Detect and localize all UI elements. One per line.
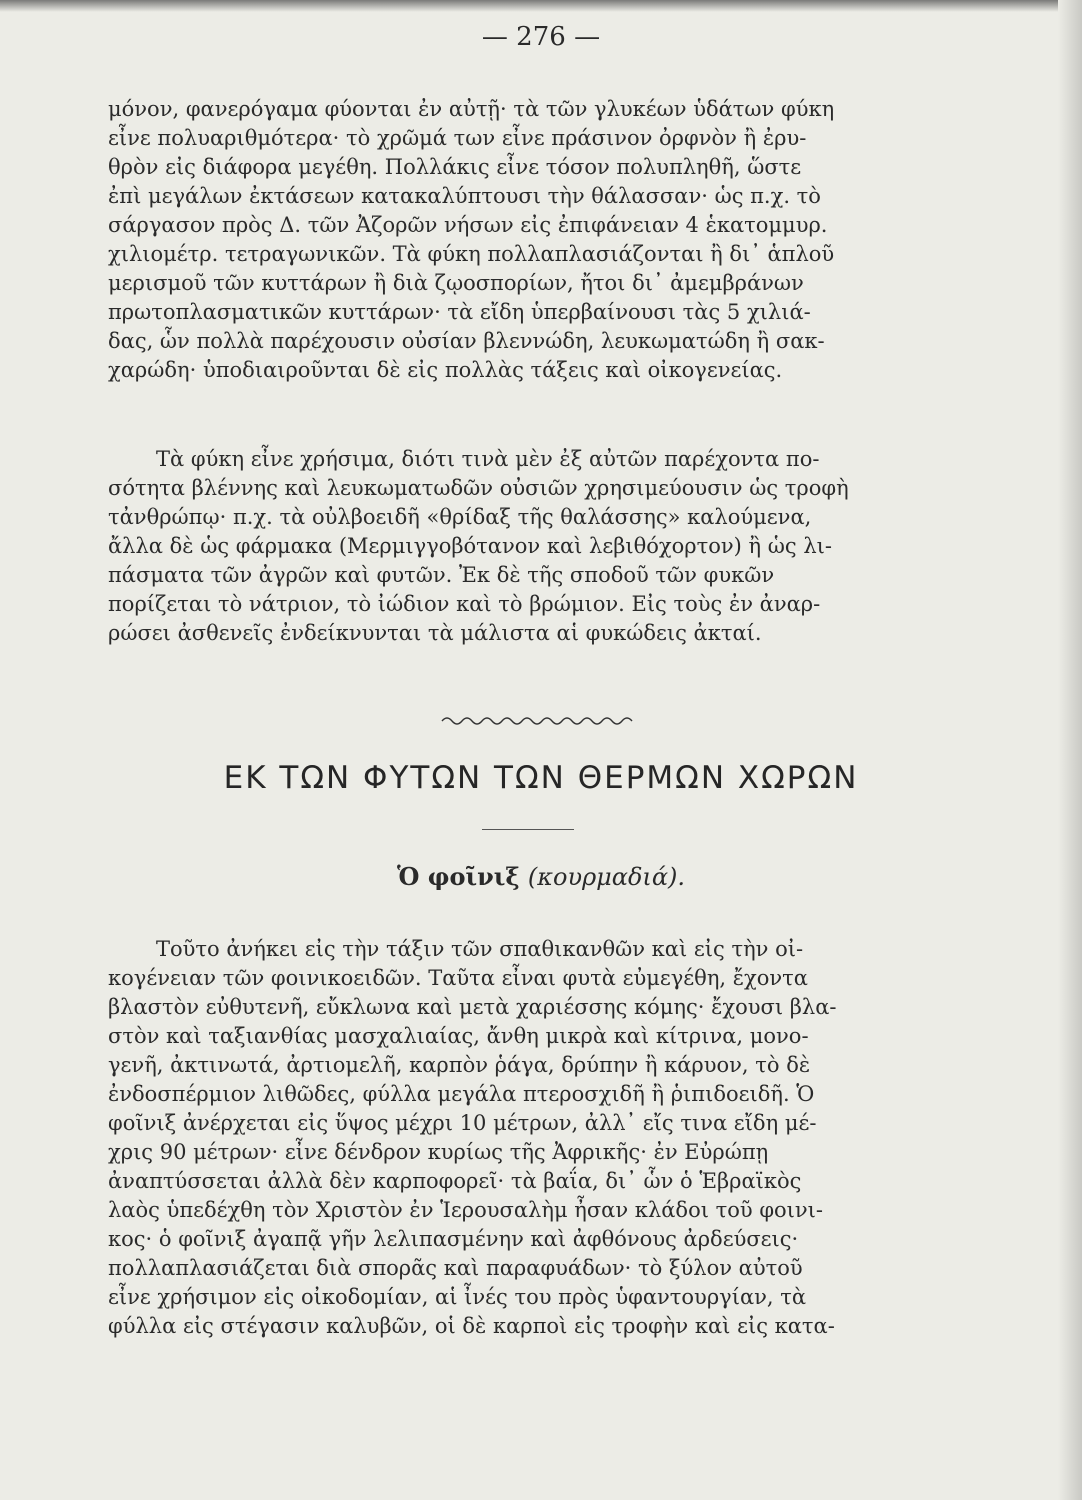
paragraph-line: ἀναπτύσσεται ἀλλὰ δὲν καρποφορεῖ· τὰ βαΐα, δι᾽ ὧν ὁ Ἑβραϊκὸς — [108, 1169, 802, 1193]
paragraph-line: κος· ὁ φοῖνιξ ἀγαπᾷ γῆν λελιπασμένην καὶ ἀφθόνους ἀρδεύσεις· — [108, 1227, 799, 1251]
subheading-date-palm — [0, 862, 1082, 891]
paragraph-line: χρις 90 μέτρων· εἶνε δένδρον κυρίως τῆς Ἀφρικῆς· ἐν Εὐρώπῃ — [108, 1140, 769, 1164]
paragraph-line: ρώσει ἀσθενεῖς ἐνδείκνυνται τὰ μάλιστα αἱ φυκώδεις ἀκταί. — [108, 621, 762, 645]
wavy-divider-ornament — [440, 712, 640, 730]
paragraph-line: στὸν καὶ ταξιανθίας μασχαλιαίας, ἄνθη μικρὰ καὶ κίτρινα, μονο- — [108, 1024, 809, 1048]
paragraph-line: φύλλα εἰς στέγασιν καλυβῶν, οἱ δὲ καρποὶ εἰς τροφὴν καὶ εἰς κατα- — [108, 1314, 835, 1338]
paragraph-line: δας, ὧν πολλὰ παρέχουσιν οὐσίαν βλεννώδη, λευκωματώδη ἢ σακ- — [108, 329, 825, 353]
paragraph-line: Τὰ φύκη εἶνε χρήσιμα, διότι τινὰ μὲν ἐξ αὐτῶν παρέχοντα πο- — [156, 447, 820, 471]
paragraph-line: μόνον, φανερόγαμα φύονται ἐν αὐτῇ· τὰ τῶν γλυκέων ὑδάτων φύκη — [108, 97, 835, 121]
paragraph-line: πάσματα τῶν ἀγρῶν καὶ φυτῶν. Ἐκ δὲ τῆς σποδοῦ τῶν φυκῶν — [108, 563, 775, 587]
paragraph-line: χαρώδη· ὑποδιαιροῦνται δὲ εἰς πολλὰς τάξεις καὶ οἰκογενείας. — [108, 358, 783, 382]
paragraph-line: ἐπὶ μεγάλων ἐκτάσεων κατακαλύπτουσι τὴν θάλασσαν· ὡς π.χ. τὸ — [108, 184, 821, 208]
scan-top-edge — [0, 0, 1082, 12]
paragraph-line: χιλιομέτρ. τετραγωνικῶν. Τὰ φύκη πολλαπλασιάζονται ἢ δι᾽ ἁπλοῦ — [108, 242, 835, 266]
paragraph-line: πρωτοπλασματικῶν κυττάρων· τὰ εἴδη ὑπερβαίνουσι τὰς 5 χιλιά- — [108, 300, 811, 324]
paragraph-line: σότητα βλέννης καὶ λευκωματωδῶν οὐσιῶν χρησιμεύουσιν ὡς τροφὴ — [108, 476, 849, 500]
paragraph-line: βλαστὸν εὐθυτενῆ, εὔκλωνα καὶ μετὰ χαριέσσης κόμης· ἔχουσι βλα- — [108, 995, 837, 1019]
paragraph-line: ἐνδοσπέρμιον λιθῶδες, φύλλα μεγάλα πτεροσχιδῆ ἢ ῥιπιδοειδῆ. Ὁ — [108, 1082, 815, 1106]
subheading-parenthetical: (κουρμαδιά). — [527, 863, 686, 891]
page-number: — 276 — — [481, 22, 601, 52]
section-heading: ΕΚ ΤΩΝ ΦΥΤΩΝ ΤΩΝ ΘΕΡΜΩΝ ΧΩΡΩΝ — [223, 760, 859, 796]
paragraph-line: θρὸν εἰς διάφορα μεγέθη. Πολλάκις εἶνε τόσον πολυπληθῆ, ὥστε — [108, 155, 802, 179]
paragraph-line: λαὸς ὑπεδέχθη τὸν Χριστὸν ἐν Ἱερουσαλὴμ ἦσαν κλάδοι τοῦ φοινι- — [108, 1198, 823, 1222]
paragraph-line: σάργασον πρὸς Δ. τῶν Ἀζορῶν νήσων εἰς ἐπιφάνειαν 4 ἑκατομμυρ. — [108, 213, 828, 237]
paragraph-line: ἄλλα δὲ ὡς φάρμακα (Μερμιγγοβότανον καὶ λεβιθόχορτον) ἢ ὡς λι- — [108, 534, 832, 558]
paragraph-line: τἀνθρώπῳ· π.χ. τὰ οὐλβοειδῆ «θρίδαξ τῆς θαλάσσης» καλούμενα, — [108, 505, 812, 529]
paragraph-line: γενῆ, ἀκτινωτά, ἀρτιομελῆ, καρπὸν ῥάγα, δρύπην ἢ κάρυον, τὸ δὲ — [108, 1053, 811, 1077]
paragraph-algae-description — [108, 95, 960, 385]
paragraph-algae-uses — [108, 445, 960, 648]
paragraph-date-palm — [108, 935, 960, 1341]
paragraph-line: κογένειαν τῶν φοινικοειδῶν. Ταῦτα εἶναι φυτὰ εὐμεγέθη, ἔχοντα — [108, 966, 808, 990]
subheading-title: Ὁ φοῖνιξ — [396, 862, 520, 891]
paragraph-line: εἶνε πολυαριθμότερα· τὸ χρῶμά των εἶνε πράσινον ὀρφνὸν ἢ ἐρυ- — [108, 126, 807, 150]
paragraph-line: πολλαπλασιάζεται διὰ σπορᾶς καὶ παραφυάδων· τὸ ξύλον αὐτοῦ — [108, 1256, 803, 1280]
paragraph-line: Τοῦτο ἀνήκει εἰς τὴν τάξιν τῶν σπαθικανθῶν καὶ εἰς τὴν οἰ- — [156, 937, 804, 961]
paragraph-line: πορίζεται τὸ νάτριον, τὸ ἰώδιον καὶ τὸ βρώμιον. Εἰς τοὺς ἐν ἀναρ- — [108, 592, 821, 616]
scan-right-edge — [1058, 0, 1082, 1500]
paragraph-line: φοῖνιξ ἀνέρχεται εἰς ὕψος μέχρι 10 μέτρων, ἀλλ᾽ εἴς τινα εἴδη μέ- — [108, 1111, 817, 1135]
heading-rule — [482, 829, 574, 830]
paragraph-line: εἶνε χρήσιμον εἰς οἰκοδομίαν, αἱ ἶνές του πρὸς ὑφαντουργίαν, τὰ — [108, 1285, 807, 1309]
paragraph-line: μερισμοῦ τῶν κυττάρων ἢ διὰ ζῳοσπορίων, ἤτοι δι᾽ ἀμεμβράνων — [108, 271, 804, 295]
